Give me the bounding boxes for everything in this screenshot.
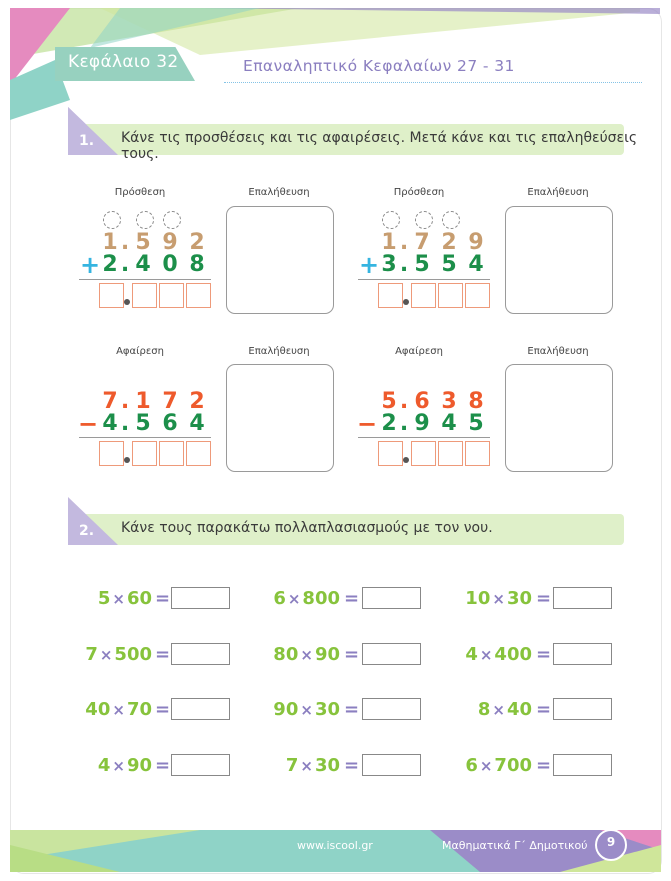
digit: 1 [102, 230, 118, 255]
digit: 1 [135, 389, 151, 414]
thousands-dot: . [399, 230, 409, 255]
digit: 9 [468, 230, 484, 255]
verification-label: Επαλήθευση [248, 346, 310, 357]
equals-sign: = [155, 755, 171, 776]
digit: 3 [441, 389, 457, 414]
task-1-number: 1. [79, 133, 95, 149]
digit: 9 [162, 230, 178, 255]
digit: 7 [102, 389, 118, 414]
equals-sign: = [344, 588, 360, 609]
minus-sign: − [78, 410, 99, 438]
multiplication-expression: 10 × 30 [465, 588, 532, 609]
digit: 5 [135, 230, 151, 255]
verification-label: Επαλήθευση [527, 346, 589, 357]
equals-sign: = [344, 644, 360, 665]
multiplication-expression: 7 × 30 [285, 755, 340, 776]
digit: 5 [414, 252, 430, 277]
digit: 5 [381, 389, 397, 414]
equals-sign: = [155, 699, 171, 720]
digit: 7 [414, 230, 430, 255]
thousands-dot: . [120, 230, 130, 255]
digit: 0 [162, 252, 178, 277]
multiplication-expression: 8 × 40 [477, 699, 532, 720]
equals-sign: = [344, 755, 360, 776]
operation-label: Αφαίρεση [395, 346, 443, 357]
operation-label: Πρόσθεση [114, 187, 166, 198]
digit: 4 [441, 411, 457, 436]
digit: 4 [135, 252, 151, 277]
chapter-title: Κεφάλαιο 32 [68, 52, 179, 72]
digit: 5 [135, 411, 151, 436]
digit: 8 [189, 252, 205, 277]
thousands-dot: . [399, 411, 409, 436]
operation-label: Πρόσθεση [393, 187, 445, 198]
page-number: 9 [606, 835, 616, 849]
equals-sign: = [536, 588, 552, 609]
digit: 2 [381, 411, 397, 436]
equals-sign: = [155, 644, 171, 665]
thousands-dot: . [399, 252, 409, 277]
digit: 2 [189, 389, 205, 414]
verification-label: Επαλήθευση [248, 187, 310, 198]
digit: 8 [468, 389, 484, 414]
multiplication-expression: 90 × 30 [273, 699, 340, 720]
digit: 9 [414, 411, 430, 436]
digit: 2 [441, 230, 457, 255]
thousands-dot: . [120, 411, 130, 436]
equals-sign: = [344, 699, 360, 720]
footer-website: www.iscool.gr [297, 839, 373, 852]
multiplication-expression: 7 × 500 [85, 644, 152, 665]
multiplication-expression: 40 × 70 [85, 699, 152, 720]
multiplication-expression: 4 × 90 [97, 755, 152, 776]
equals-sign: = [155, 588, 171, 609]
task-2-instruction: Κάνε τους παρακάτω πολλαπλασιασμούς με τον νου. [121, 520, 493, 536]
digit: 4 [468, 252, 484, 277]
digit: 5 [468, 411, 484, 436]
thousands-dot: . [399, 389, 409, 414]
task-2-number: 2. [79, 523, 95, 539]
equals-sign: = [536, 644, 552, 665]
digit: 1 [381, 230, 397, 255]
minus-sign: − [357, 410, 378, 438]
equals-sign: = [536, 699, 552, 720]
multiplication-expression: 5 × 60 [97, 588, 152, 609]
digit: 4 [102, 411, 118, 436]
page-subtitle: Επαναληπτικό Κεφαλαίων 27 - 31 [243, 57, 515, 75]
digit: 4 [189, 411, 205, 436]
multiplication-expression: 80 × 90 [273, 644, 340, 665]
digit: 2 [102, 252, 118, 277]
digit: 2 [189, 230, 205, 255]
digit: 6 [162, 411, 178, 436]
digit: 5 [441, 252, 457, 277]
footer-book-title: Μαθηματικά Γ΄ Δημοτικού [442, 839, 588, 852]
operation-label: Αφαίρεση [116, 346, 164, 357]
digit: 6 [414, 389, 430, 414]
digit: 7 [162, 389, 178, 414]
thousands-dot: . [120, 389, 130, 414]
digit: 3 [381, 252, 397, 277]
verification-label: Επαλήθευση [527, 187, 589, 198]
equals-sign: = [536, 755, 552, 776]
task-1-instruction: Κάνε τις προσθέσεις και τις αφαιρέσεις. Μετά κάνε και τις επαληθεύσεις τους. [121, 130, 638, 162]
multiplication-expression: 4 × 400 [465, 644, 532, 665]
thousands-dot: . [120, 252, 130, 277]
plus-sign: + [359, 251, 380, 279]
multiplication-expression: 6 × 800 [273, 588, 340, 609]
plus-sign: + [80, 251, 101, 279]
multiplication-expression: 6 × 700 [465, 755, 532, 776]
